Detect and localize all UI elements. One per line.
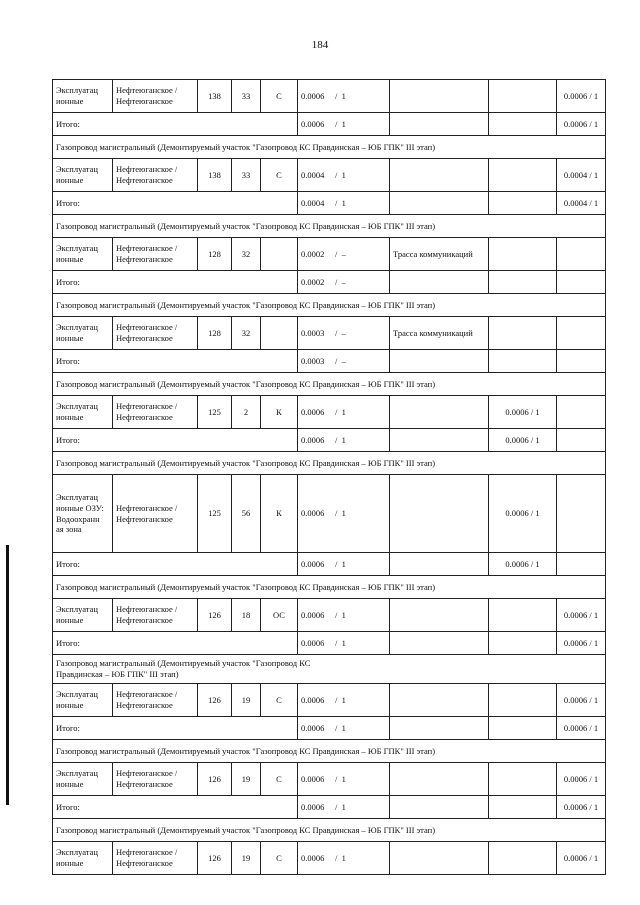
empty-cell <box>390 717 489 740</box>
section-header: Газопровод магистральный (Демонтируемый участок "Газопровод КС Правдинская – ЮБ ГПК" III этап) <box>53 576 606 599</box>
category-cell: Эксплуатац ионные ОЗУ: Водоохранн ая зона <box>53 475 113 553</box>
code-cell: С <box>261 684 298 717</box>
location-cell: Нефтеюганское / Нефтеюганское <box>113 80 198 113</box>
category-cell: Эксплуатац ионные <box>53 763 113 796</box>
number-cell: 126 <box>198 763 232 796</box>
value-cell <box>489 80 557 113</box>
code-cell: С <box>261 763 298 796</box>
number-cell: 138 <box>198 80 232 113</box>
number-cell: 32 <box>232 238 261 271</box>
total-value: 0.0006 / 1 <box>298 717 390 740</box>
table-body <box>53 80 606 875</box>
value-cell: 0.0006 / 1 <box>298 763 390 796</box>
total-value: 0.0006 / 1 <box>298 632 390 655</box>
category-cell: Эксплуатац ионные <box>53 599 113 632</box>
code-cell <box>261 238 298 271</box>
empty-cell <box>390 350 489 373</box>
value-cell: 0.0006 / 1 <box>557 80 606 113</box>
note-cell <box>390 159 489 192</box>
value-cell: 0.0006 / 1 <box>298 396 390 429</box>
total-value <box>557 553 606 576</box>
total-value: 0.0006 / 1 <box>489 429 557 452</box>
table-row <box>53 599 606 632</box>
total-row <box>53 796 606 819</box>
category-cell: Эксплуатац ионные <box>53 842 113 875</box>
empty-cell <box>390 192 489 215</box>
value-cell: 0.0006 / 1 <box>557 684 606 717</box>
number-cell: 125 <box>198 475 232 553</box>
section-header-row <box>53 819 606 842</box>
total-label: Итого: <box>53 350 298 373</box>
total-value: 0.0006 / 1 <box>489 553 557 576</box>
code-cell <box>261 317 298 350</box>
number-cell: 128 <box>198 238 232 271</box>
table-row <box>53 317 606 350</box>
value-cell <box>557 475 606 553</box>
value-cell: 0.0002 / – <box>298 238 390 271</box>
section-header: Газопровод магистральный (Демонтируемый участок "Газопровод КС Правдинская – ЮБ ГПК" III этап) <box>53 136 606 159</box>
table-row <box>53 80 606 113</box>
category-cell: Эксплуатац ионные <box>53 684 113 717</box>
value-cell: 0.0006 / 1 <box>298 475 390 553</box>
total-row <box>53 632 606 655</box>
number-cell: 128 <box>198 317 232 350</box>
location-cell: Нефтеюганское / Нефтеюганское <box>113 396 198 429</box>
note-cell <box>390 475 489 553</box>
total-label: Итого: <box>53 113 298 136</box>
total-value: 0.0006 / 1 <box>298 796 390 819</box>
number-cell: 126 <box>198 684 232 717</box>
section-header: Газопровод магистральный (Демонтируемый участок "Газопровод КС Правдинская – ЮБ ГПК" III этап) <box>53 740 606 763</box>
value-cell: 0.0006 / 1 <box>298 842 390 875</box>
total-value: 0.0006 / 1 <box>557 632 606 655</box>
number-cell: 126 <box>198 842 232 875</box>
table-row <box>53 159 606 192</box>
total-row <box>53 553 606 576</box>
category-cell: Эксплуатац ионные <box>53 317 113 350</box>
total-value: 0.0006 / 1 <box>298 429 390 452</box>
total-value <box>489 192 557 215</box>
category-cell: Эксплуатац ионные <box>53 80 113 113</box>
section-header-row <box>53 740 606 763</box>
table-row <box>53 842 606 875</box>
total-row <box>53 113 606 136</box>
value-cell <box>489 684 557 717</box>
note-cell <box>390 842 489 875</box>
code-cell: С <box>261 80 298 113</box>
section-header-row <box>53 136 606 159</box>
value-cell <box>489 599 557 632</box>
code-cell: К <box>261 475 298 553</box>
number-cell: 33 <box>232 159 261 192</box>
value-cell: 0.0006 / 1 <box>298 80 390 113</box>
total-value: 0.0004 / 1 <box>298 192 390 215</box>
value-cell <box>489 238 557 271</box>
number-cell: 32 <box>232 317 261 350</box>
table-row <box>53 238 606 271</box>
total-row <box>53 717 606 740</box>
empty-cell <box>390 632 489 655</box>
value-cell: 0.0006 / 1 <box>489 475 557 553</box>
total-value: 0.0003 / – <box>298 350 390 373</box>
value-cell <box>489 842 557 875</box>
empty-cell <box>390 796 489 819</box>
value-cell: 0.0006 / 1 <box>557 599 606 632</box>
section-header: Газопровод магистральный (Демонтируемый участок "Газопровод КС Правдинская – ЮБ ГПК" III этап) <box>53 294 606 317</box>
total-value: 0.0006 / 1 <box>298 113 390 136</box>
note-cell <box>390 763 489 796</box>
category-cell: Эксплуатац ионные <box>53 238 113 271</box>
location-cell: Нефтеюганское / Нефтеюганское <box>113 684 198 717</box>
value-cell: 0.0003 / – <box>298 317 390 350</box>
number-cell: 138 <box>198 159 232 192</box>
number-cell: 56 <box>232 475 261 553</box>
margin-bar <box>6 545 9 805</box>
total-label: Итого: <box>53 553 298 576</box>
total-value <box>557 429 606 452</box>
total-value: 0.0002 / – <box>298 271 390 294</box>
location-cell: Нефтеюганское / Нефтеюганское <box>113 317 198 350</box>
number-cell: 19 <box>232 763 261 796</box>
number-cell: 19 <box>232 684 261 717</box>
total-value <box>489 113 557 136</box>
code-cell: К <box>261 396 298 429</box>
value-cell: 0.0004 / 1 <box>298 159 390 192</box>
total-value: 0.0006 / 1 <box>557 796 606 819</box>
total-value <box>489 717 557 740</box>
section-header-row <box>53 373 606 396</box>
page-number: 184 <box>311 39 329 51</box>
value-cell: 0.0006 / 1 <box>298 684 390 717</box>
value-cell <box>489 317 557 350</box>
section-header: Газопровод магистральный (Демонтируемый участок "Газопровод КС Правдинская – ЮБ ГПК" III этап) <box>53 215 606 238</box>
total-label: Итого: <box>53 192 298 215</box>
table-row <box>53 684 606 717</box>
section-header: Газопровод магистральный (Демонтируемый участок "Газопровод КС Правдинская – ЮБ ГПК" III этап) <box>53 373 606 396</box>
location-cell: Нефтеюганское / Нефтеюганское <box>113 842 198 875</box>
land-plot-table <box>52 79 606 875</box>
section-header-row <box>53 655 606 684</box>
total-row <box>53 192 606 215</box>
value-cell <box>557 317 606 350</box>
note-cell <box>390 396 489 429</box>
total-value <box>489 796 557 819</box>
total-label: Итого: <box>53 632 298 655</box>
total-row <box>53 271 606 294</box>
empty-cell <box>390 271 489 294</box>
code-cell: ОС <box>261 599 298 632</box>
location-cell: Нефтеюганское / Нефтеюганское <box>113 763 198 796</box>
note-cell: Трасса коммуникаций <box>390 238 489 271</box>
value-cell <box>557 238 606 271</box>
note-cell: Трасса коммуникаций <box>390 317 489 350</box>
value-cell <box>489 763 557 796</box>
total-value: 0.0006 / 1 <box>557 717 606 740</box>
total-row <box>53 350 606 373</box>
number-cell: 125 <box>198 396 232 429</box>
category-cell: Эксплуатац ионные <box>53 159 113 192</box>
number-cell: 33 <box>232 80 261 113</box>
location-cell: Нефтеюганское / Нефтеюганское <box>113 159 198 192</box>
code-cell: С <box>261 842 298 875</box>
section-header: Газопровод магистральный (Демонтируемый участок "Газопровод КС Правдинская – ЮБ ГПК" III этап) <box>53 452 606 475</box>
value-cell <box>557 396 606 429</box>
section-header: Газопровод магистральный (Демонтируемый участок "Газопровод КС Правдинская – ЮБ ГПК" III этап) <box>53 819 606 842</box>
value-cell: 0.0006 / 1 <box>557 842 606 875</box>
total-value <box>489 350 557 373</box>
total-value <box>557 350 606 373</box>
note-cell <box>390 599 489 632</box>
number-cell: 18 <box>232 599 261 632</box>
value-cell: 0.0006 / 1 <box>557 763 606 796</box>
total-row <box>53 429 606 452</box>
location-cell: Нефтеюганское / Нефтеюганское <box>113 475 198 553</box>
value-cell: 0.0004 / 1 <box>557 159 606 192</box>
value-cell <box>489 159 557 192</box>
total-label: Итого: <box>53 429 298 452</box>
table-row <box>53 396 606 429</box>
location-cell: Нефтеюганское / Нефтеюганское <box>113 599 198 632</box>
section-header-row <box>53 215 606 238</box>
number-cell: 2 <box>232 396 261 429</box>
number-cell: 19 <box>232 842 261 875</box>
section-header-row <box>53 294 606 317</box>
total-label: Итого: <box>53 796 298 819</box>
note-cell <box>390 684 489 717</box>
section-header-row <box>53 452 606 475</box>
category-cell: Эксплуатац ионные <box>53 396 113 429</box>
total-value: 0.0004 / 1 <box>557 192 606 215</box>
section-header: Газопровод магистральный (Демонтируемый участок "Газопровод КС Правдинская – ЮБ ГПК" III этап) <box>53 655 606 684</box>
code-cell: С <box>261 159 298 192</box>
table-row <box>53 475 606 553</box>
value-cell: 0.0006 / 1 <box>298 599 390 632</box>
total-value <box>557 271 606 294</box>
empty-cell <box>390 113 489 136</box>
total-value <box>489 632 557 655</box>
note-cell <box>390 80 489 113</box>
empty-cell <box>390 429 489 452</box>
table-row <box>53 763 606 796</box>
empty-cell <box>390 553 489 576</box>
number-cell: 126 <box>198 599 232 632</box>
total-value: 0.0006 / 1 <box>557 113 606 136</box>
section-header-row <box>53 576 606 599</box>
total-value <box>489 271 557 294</box>
total-label: Итого: <box>53 271 298 294</box>
total-value: 0.0006 / 1 <box>298 553 390 576</box>
value-cell: 0.0006 / 1 <box>489 396 557 429</box>
total-label: Итого: <box>53 717 298 740</box>
location-cell: Нефтеюганское / Нефтеюганское <box>113 238 198 271</box>
